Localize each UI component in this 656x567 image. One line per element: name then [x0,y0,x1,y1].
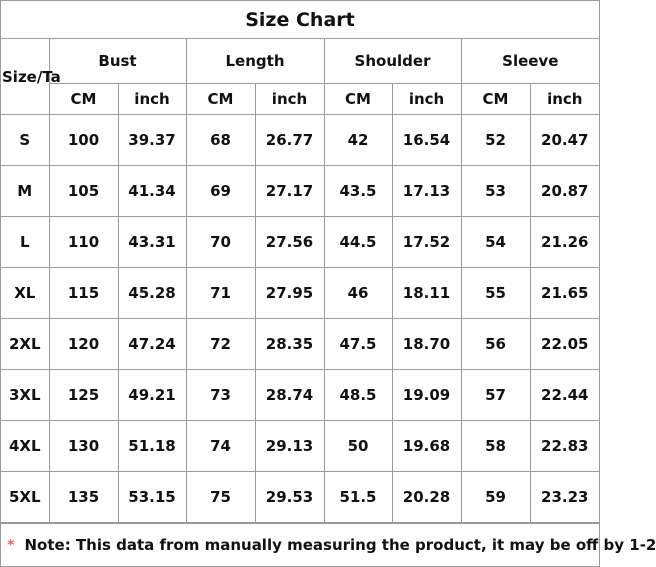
unit-header: CM [324,84,392,115]
size-cell: 4XL [1,421,49,472]
table-row [1,319,599,370]
measurement-cell: 20.87 [530,166,599,217]
measurement-cell: 18.11 [392,268,461,319]
measurement-cell: 27.17 [255,166,324,217]
measurement-cell: 22.83 [530,421,599,472]
sleeve-header: Sleeve [461,39,599,84]
size-cell: M [1,166,49,217]
table-row [1,268,599,319]
measurement-cell: 18.70 [392,319,461,370]
measurement-cell: 69 [186,166,255,217]
measurement-cell: 29.13 [255,421,324,472]
measurement-cell: 58 [461,421,530,472]
measurement-cell: 22.05 [530,319,599,370]
unit-header: inch [118,84,186,115]
unit-header: CM [49,84,118,115]
measurement-cell: 49.21 [118,370,186,421]
measurement-cell: 21.65 [530,268,599,319]
measurement-cell: 74 [186,421,255,472]
measurement-note [1,523,656,565]
measurement-cell: 125 [49,370,118,421]
measurement-cell: 27.95 [255,268,324,319]
unit-header: inch [392,84,461,115]
note-marker: * [7,536,15,554]
measurement-cell: 43.5 [324,166,392,217]
size-cell: 5XL [1,472,49,523]
measurement-cell: 56 [461,319,530,370]
measurement-cell: 16.54 [392,115,461,166]
measurement-cell: 23.23 [530,472,599,523]
header-row-units [1,84,599,115]
measurement-cell: 28.74 [255,370,324,421]
measurement-cell: 17.13 [392,166,461,217]
measurement-cell: 68 [186,115,255,166]
measurement-cell: 20.28 [392,472,461,523]
measurement-cell: 55 [461,268,530,319]
unit-header: inch [530,84,599,115]
size-cell: XL [1,268,49,319]
measurement-cell: 53 [461,166,530,217]
measurement-cell: 51.5 [324,472,392,523]
measurement-cell: 59 [461,472,530,523]
measurement-cell: 19.09 [392,370,461,421]
measurement-cell: 72 [186,319,255,370]
measurement-cell: 73 [186,370,255,421]
measurement-cell: 57 [461,370,530,421]
size-rows [1,115,599,523]
note-text: Note: This data from manually measuring the product, it may be off by 1-2 [24,536,656,554]
measurement-cell: 19.68 [392,421,461,472]
measurement-cell: 22.44 [530,370,599,421]
measurement-cell: 26.77 [255,115,324,166]
table-row [1,472,599,523]
size-cell: 3XL [1,370,49,421]
measurement-cell: 44.5 [324,217,392,268]
unit-header: CM [186,84,255,115]
measurement-cell: 39.37 [118,115,186,166]
chart-title: Size Chart [1,1,599,39]
size-table [1,39,599,523]
measurement-cell: 46 [324,268,392,319]
table-row [1,166,599,217]
size-cell: L [1,217,49,268]
measurement-cell: 115 [49,268,118,319]
measurement-cell: 17.52 [392,217,461,268]
measurement-cell: 50 [324,421,392,472]
measurement-cell: 27.56 [255,217,324,268]
measurement-cell: 21.26 [530,217,599,268]
size-cell: 2XL [1,319,49,370]
measurement-cell: 110 [49,217,118,268]
measurement-cell: 75 [186,472,255,523]
measurement-cell: 135 [49,472,118,523]
measurement-cell: 28.35 [255,319,324,370]
measurement-cell: 52 [461,115,530,166]
measurement-cell: 29.53 [255,472,324,523]
measurement-cell: 45.28 [118,268,186,319]
measurement-cell: 48.5 [324,370,392,421]
table-row [1,370,599,421]
length-header: Length [186,39,324,84]
shoulder-header: Shoulder [324,39,461,84]
measurement-cell: 47.24 [118,319,186,370]
measurement-cell: 20.47 [530,115,599,166]
header-row-groups [1,39,599,84]
measurement-cell: 105 [49,166,118,217]
measurement-cell: 47.5 [324,319,392,370]
size-cell: S [1,115,49,166]
measurement-cell: 53.15 [118,472,186,523]
measurement-cell: 54 [461,217,530,268]
table-row [1,421,599,472]
measurement-cell: 120 [49,319,118,370]
table-row [1,115,599,166]
size-column-header: Size/Ta [1,39,49,115]
measurement-cell: 130 [49,421,118,472]
measurement-cell: 70 [186,217,255,268]
unit-header: CM [461,84,530,115]
unit-header: inch [255,84,324,115]
measurement-cell: 43.31 [118,217,186,268]
measurement-cell: 100 [49,115,118,166]
measurement-cell: 42 [324,115,392,166]
measurement-cell: 71 [186,268,255,319]
measurement-cell: 51.18 [118,421,186,472]
measurement-cell: 41.34 [118,166,186,217]
bust-header: Bust [49,39,186,84]
table-row [1,217,599,268]
